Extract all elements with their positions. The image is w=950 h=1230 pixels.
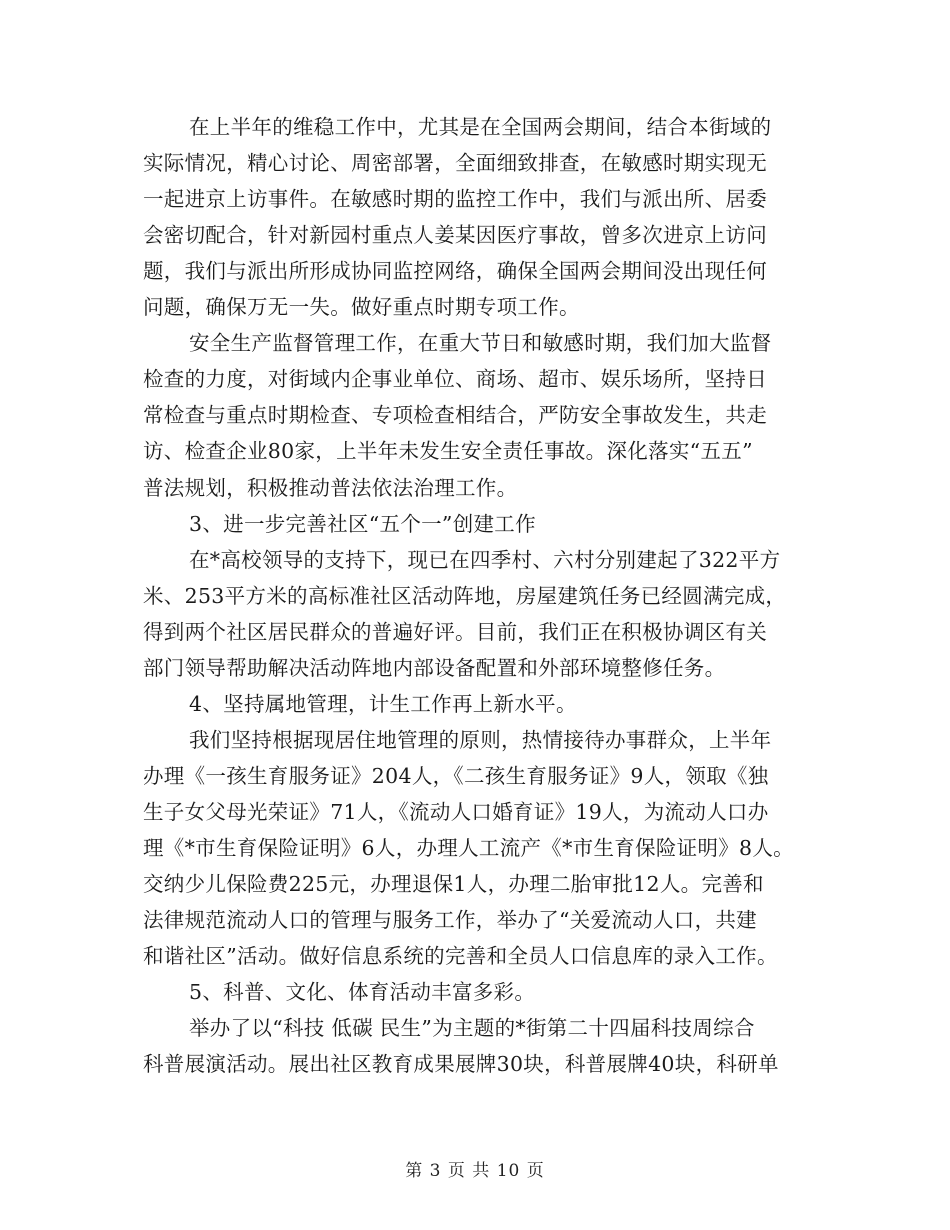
- paragraph-line: 部门领导帮助解决活动阵地内部设备配置和外部环境整修任务。: [143, 656, 726, 680]
- paragraph-line: 法律规范流动人口的管理与服务工作，举办了“关爱流动人口，共建: [143, 908, 757, 932]
- paragraph-line: 检查的力度，对街域内企事业单位、商场、超市、娱乐场所，坚持日: [143, 367, 767, 391]
- paragraph-line: 得到两个社区居民群众的普遍好评。目前，我们正在积极协调区有关: [143, 620, 767, 644]
- page-footer: 第 3 页 共 10 页: [405, 1161, 545, 1181]
- paragraph-line: 实际情况，精心讨论、周密部署，全面细致排查，在敏感时期实现无: [143, 151, 767, 175]
- paragraph-line: 办理《一孩生育服务证》204人，《二孩生育服务证》9人，领取《独: [143, 764, 769, 788]
- paragraph-line: 米、253平方米的高标准社区活动阵地，房屋建筑任务已经圆满完成，: [143, 584, 787, 608]
- section-heading-line: 5、科普、文化、体育活动丰富多彩。: [189, 980, 536, 1004]
- paragraph-line: 在*高校领导的支持下，现已在四季村、六村分别建起了322平方: [189, 548, 781, 572]
- paragraph-line: 在上半年的维稳工作中，尤其是在全国两会期间，结合本街域的: [189, 115, 772, 139]
- paragraph-line: 问题，确保万无一失。做好重点时期专项工作。: [143, 295, 580, 319]
- paragraph-line: 生子女父母光荣证》71人，《流动人口婚育证》19人，为流动人口办: [143, 800, 769, 824]
- paragraph-line: 举办了以“科技 低碳 民生”为主题的*街第二十四届科技周综合: [189, 1016, 755, 1040]
- section-heading-line: 4、坚持属地管理，计生工作再上新水平。: [189, 692, 577, 716]
- section-heading-line: 3、进一步完善社区“五个一”创建工作: [189, 512, 536, 536]
- paragraph-line: 我们坚持根据现居住地管理的原则，热情接待办事群众，上半年: [189, 728, 772, 752]
- paragraph-line: 访、检查企业80家，上半年未发生安全责任事故。深化落实“五五”: [143, 439, 753, 463]
- paragraph-line: 普法规划，积极推动普法依法治理工作。: [143, 476, 518, 500]
- paragraph-line: 题，我们与派出所形成协同监控网络，确保全国两会期间没出现任何: [143, 259, 767, 283]
- paragraph-line: 安全生产监督管理工作，在重大节日和敏感时期，我们加大监督: [189, 331, 772, 355]
- paragraph-line: 交纳少儿保险费225元，办理退保1人，办理二胎审批12人。完善和: [143, 872, 764, 896]
- paragraph-line: 理《*市生育保险证明》6人，办理人工流产《*市生育保险证明》8人。: [143, 836, 794, 860]
- paragraph-line: 一起进京上访事件。在敏感时期的监控工作中，我们与派出所、居委: [143, 187, 767, 211]
- paragraph-line: 会密切配合，针对新园村重点人姜某因医疗事故，曾多次进京上访问: [143, 223, 767, 247]
- paragraph-line: 常检查与重点时期检查、专项检查相结合，严防安全事故发生，共走: [143, 403, 767, 427]
- paragraph-line: 和谐社区”活动。做好信息系统的完善和全员人口信息库的录入工作。: [143, 944, 778, 968]
- paragraph-line: 科普展演活动。展出社区教育成果展牌30块，科普展牌40块，科研单: [143, 1052, 779, 1076]
